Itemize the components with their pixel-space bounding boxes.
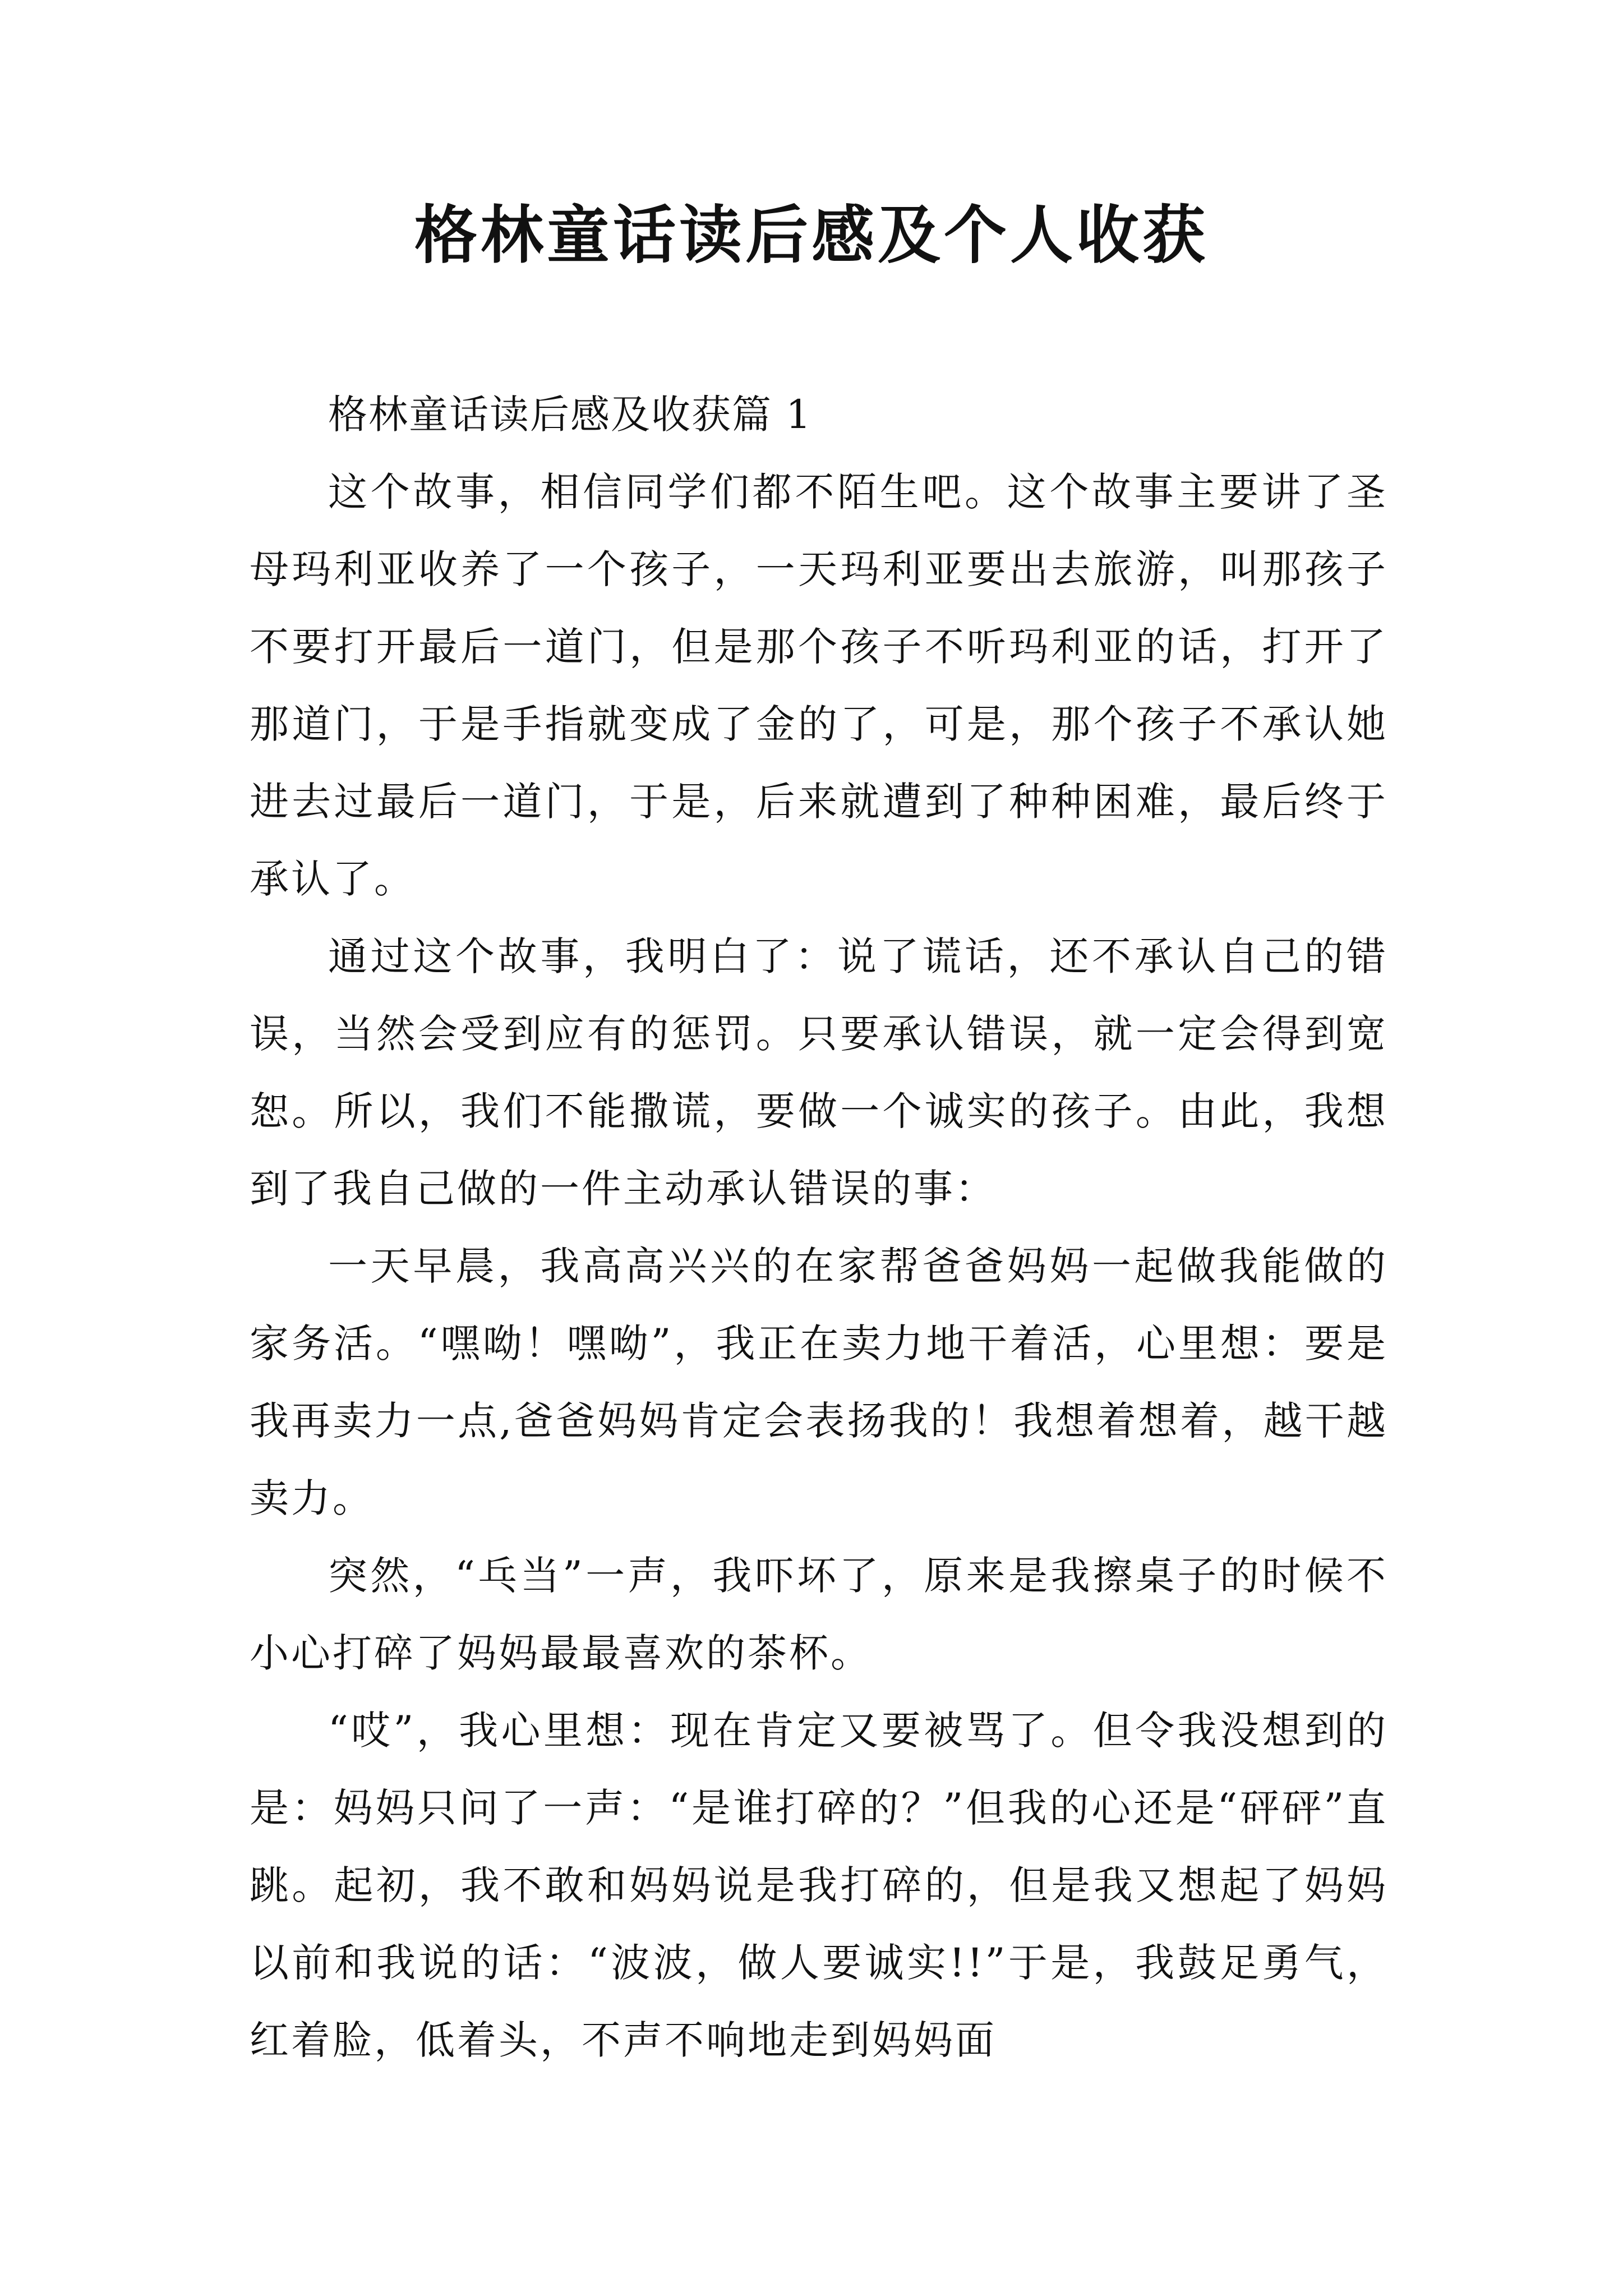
paragraph: “哎”，我心里想：现在肯定又要被骂了。但令我没想到的是：妈妈只问了一声：“是谁打碎的？”但我的心还是“砰砰”直跳。起初，我不敢和妈妈说是我打碎的，但是我又想起了妈妈以前和我说的话：“波波，做人要诚实!!”于是，我鼓足勇气，红着脸，低着头，不声不响地走到妈妈面	[250, 1708, 1388, 2063]
document-title: 格林童话读后感及个人收获	[414, 199, 1209, 272]
paragraph: 一天早晨，我高高兴兴的在家帮爸爸妈妈一起做我能做的家务活。“嘿呦！嘿呦”，我正在卖力地干着活，心里想：要是我再卖力一点,爸爸妈妈肯定会表扬我的！我想着想着，越干越卖力。	[250, 1243, 1388, 1521]
section-heading: 格林童话读后感及收获篇 1	[328, 392, 812, 438]
paragraph: 这个故事，相信同学们都不陌生吧。这个故事主要讲了圣母玛利亚收养了一个孩子，一天玛利亚要出去旅游，叫那孩子不要打开最后一道门，但是那个孩子不听玛利亚的话，打开了那道门，于是手指就变成了金的了，可是，那个孩子不承认她进去过最后一道门，于是，后来就遭到了种种困难，最后终于承认了。	[250, 469, 1388, 902]
document-body	[250, 376, 1388, 2079]
paragraph: 通过这个故事，我明白了：说了谎话，还不承认自己的错误，当然会受到应有的惩罚。只要承认错误，就一定会得到宽恕。所以，我们不能撒谎，要做一个诚实的孩子。由此，我想到了我自己做的一件主动承认错误的事：	[250, 933, 1388, 1212]
paragraph: 突然，“乓当”一声，我吓坏了，原来是我擦桌子的时候不小心打碎了妈妈最最喜欢的茶杯。	[250, 1553, 1388, 1676]
